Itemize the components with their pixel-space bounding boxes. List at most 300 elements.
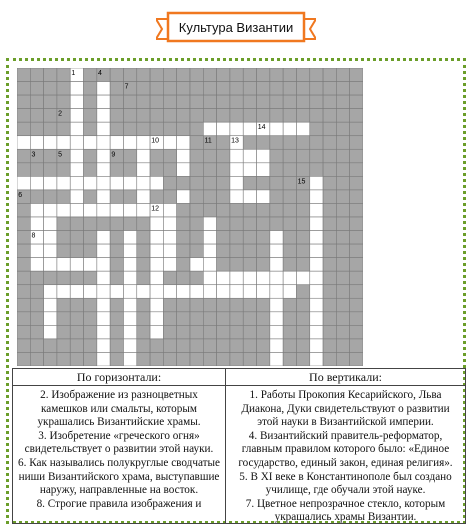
grid-cell-white[interactable] xyxy=(44,244,57,258)
grid-cell xyxy=(296,109,309,123)
grid-cell-white[interactable] xyxy=(97,258,110,272)
grid-cell-white[interactable] xyxy=(17,136,30,150)
grid-cell-white[interactable] xyxy=(70,190,83,204)
down-clue: 7. Цветное непрозрачное стекло, которым украшались храмы Византии. xyxy=(245,497,446,524)
grid-cell xyxy=(110,217,123,231)
grid-cell-white[interactable] xyxy=(70,82,83,96)
across-clue: 6. Как назывались полукруглые сводчатые ниши Византийского храма, выступавшие наружу, направленные на восток. xyxy=(18,456,220,497)
grid-cell-white[interactable] xyxy=(150,298,163,312)
grid-cell xyxy=(336,203,349,217)
grid-cell xyxy=(84,352,97,366)
grid-cell xyxy=(150,109,163,123)
grid-cell-white[interactable] xyxy=(97,203,110,217)
grid-cell xyxy=(57,244,70,258)
grid-cell xyxy=(217,68,230,82)
grid-cell-white[interactable] xyxy=(243,285,256,299)
grid-cell xyxy=(243,352,256,366)
grid-cell xyxy=(177,203,190,217)
grid-cell xyxy=(230,312,243,326)
grid-cell xyxy=(190,339,203,353)
grid-cell-white[interactable] xyxy=(203,217,216,231)
grid-cell-white[interactable] xyxy=(70,258,83,272)
grid-cell-white[interactable] xyxy=(97,149,110,163)
grid-cell-white[interactable] xyxy=(203,258,216,272)
grid-cell-white[interactable] xyxy=(123,271,136,285)
grid-cell xyxy=(230,217,243,231)
grid-cell-white[interactable] xyxy=(150,271,163,285)
grid-cell xyxy=(163,122,176,136)
grid-cell-white[interactable] xyxy=(150,176,163,190)
grid-cell-white[interactable] xyxy=(44,312,57,326)
grid-cell xyxy=(323,149,336,163)
grid-cell-white[interactable] xyxy=(177,136,190,150)
grid-cell-white[interactable] xyxy=(97,109,110,123)
grid-cell-white[interactable] xyxy=(97,312,110,326)
grid-cell-white[interactable] xyxy=(177,163,190,177)
grid-cell xyxy=(310,163,323,177)
grid-cell xyxy=(177,258,190,272)
grid-cell-white[interactable] xyxy=(310,231,323,245)
grid-cell-white[interactable] xyxy=(283,122,296,136)
crossword-grid[interactable] xyxy=(17,68,363,366)
grid-cell xyxy=(243,312,256,326)
grid-cell xyxy=(177,176,190,190)
grid-cell-white[interactable] xyxy=(70,109,83,123)
grid-cell-white[interactable] xyxy=(230,190,243,204)
grid-cell xyxy=(123,190,136,204)
grid-cell xyxy=(137,352,150,366)
grid-cell xyxy=(110,258,123,272)
grid-cell-white[interactable] xyxy=(97,163,110,177)
grid-cell xyxy=(190,298,203,312)
grid-cell-white[interactable] xyxy=(70,176,83,190)
grid-cell-white[interactable] xyxy=(84,136,97,150)
grid-cell-white[interactable] xyxy=(270,231,283,245)
grid-cell xyxy=(243,176,256,190)
grid-cell-white[interactable] xyxy=(310,352,323,366)
grid-cell-white[interactable] xyxy=(310,190,323,204)
grid-cell xyxy=(217,352,230,366)
grid-cell-white[interactable] xyxy=(177,285,190,299)
grid-cell-white[interactable] xyxy=(44,285,57,299)
grid-cell-white[interactable] xyxy=(57,203,70,217)
grid-cell xyxy=(177,312,190,326)
grid-cell xyxy=(243,82,256,96)
grid-cell xyxy=(323,312,336,326)
grid-cell-white[interactable] xyxy=(123,203,136,217)
grid-cell-white[interactable] xyxy=(84,176,97,190)
grid-cell-white[interactable] xyxy=(257,149,270,163)
grid-cell xyxy=(296,190,309,204)
grid-cell-white[interactable] xyxy=(123,352,136,366)
grid-cell-white[interactable] xyxy=(177,149,190,163)
grid-cell xyxy=(283,149,296,163)
grid-cell xyxy=(257,244,270,258)
grid-cell-white[interactable] xyxy=(44,203,57,217)
grid-cell xyxy=(323,285,336,299)
grid-cell-white[interactable] xyxy=(44,258,57,272)
grid-cell xyxy=(296,352,309,366)
grid-cell-white[interactable] xyxy=(70,122,83,136)
grid-cell xyxy=(137,325,150,339)
grid-cell xyxy=(283,190,296,204)
grid-cell xyxy=(30,68,43,82)
grid-cell-white[interactable] xyxy=(310,176,323,190)
grid-cell-white[interactable] xyxy=(190,258,203,272)
grid-cell-white[interactable] xyxy=(123,258,136,272)
grid-cell xyxy=(123,217,136,231)
grid-cell xyxy=(137,312,150,326)
grid-cell-white[interactable] xyxy=(270,258,283,272)
grid-cell-white[interactable] xyxy=(283,285,296,299)
grid-cell-white[interactable] xyxy=(84,258,97,272)
grid-cell xyxy=(350,95,363,109)
grid-cell xyxy=(323,95,336,109)
grid-cell-white[interactable] xyxy=(97,244,110,258)
grid-cell xyxy=(123,149,136,163)
grid-cell-white[interactable] xyxy=(243,149,256,163)
grid-cell-white[interactable] xyxy=(137,203,150,217)
grid-cell-white[interactable] xyxy=(243,271,256,285)
grid-cell-white[interactable] xyxy=(137,285,150,299)
grid-cell xyxy=(350,82,363,96)
grid-cell-white[interactable] xyxy=(97,176,110,190)
grid-cell xyxy=(163,149,176,163)
grid-cell-white[interactable] xyxy=(57,258,70,272)
grid-cell-white[interactable] xyxy=(97,136,110,150)
grid-cell xyxy=(57,339,70,353)
grid-cell-white[interactable] xyxy=(310,203,323,217)
grid-cell-white[interactable] xyxy=(44,298,57,312)
grid-cell-white[interactable] xyxy=(203,231,216,245)
grid-cell xyxy=(57,231,70,245)
grid-cell-white[interactable] xyxy=(150,285,163,299)
grid-cell xyxy=(230,95,243,109)
grid-cell-white[interactable] xyxy=(163,244,176,258)
clue-number: 1 xyxy=(71,70,76,77)
grid-cell xyxy=(296,312,309,326)
grid-cell xyxy=(70,231,83,245)
grid-cell-white[interactable] xyxy=(57,136,70,150)
grid-cell-white[interactable] xyxy=(283,271,296,285)
grid-cell-white[interactable] xyxy=(123,312,136,326)
crossword-grid-svg[interactable] xyxy=(17,68,363,366)
grid-cell-white[interactable] xyxy=(150,312,163,326)
grid-cell-white[interactable] xyxy=(230,149,243,163)
grid-cell-white[interactable] xyxy=(44,176,57,190)
grid-cell xyxy=(150,190,163,204)
grid-cell-white[interactable] xyxy=(203,285,216,299)
grid-cell xyxy=(177,95,190,109)
grid-cell-white[interactable] xyxy=(163,203,176,217)
grid-cell-white[interactable] xyxy=(30,136,43,150)
grid-cell xyxy=(217,95,230,109)
grid-cell-white[interactable] xyxy=(137,190,150,204)
grid-cell-white[interactable] xyxy=(243,190,256,204)
grid-cell-white[interactable] xyxy=(310,258,323,272)
grid-cell xyxy=(163,163,176,177)
across-clues-column xyxy=(12,368,226,524)
grid-cell-white[interactable] xyxy=(150,244,163,258)
grid-cell xyxy=(270,203,283,217)
grid-cell xyxy=(190,176,203,190)
grid-cell-white[interactable] xyxy=(97,231,110,245)
grid-cell xyxy=(17,312,30,326)
grid-cell-white[interactable] xyxy=(296,122,309,136)
grid-cell-white[interactable] xyxy=(97,325,110,339)
grid-cell-white[interactable] xyxy=(243,163,256,177)
grid-cell xyxy=(177,352,190,366)
grid-cell-white[interactable] xyxy=(163,136,176,150)
grid-cell-white[interactable] xyxy=(97,190,110,204)
grid-cell-white[interactable] xyxy=(150,325,163,339)
grid-cell-white[interactable] xyxy=(123,136,136,150)
grid-cell xyxy=(257,203,270,217)
grid-cell-white[interactable] xyxy=(70,203,83,217)
grid-cell-white[interactable] xyxy=(230,285,243,299)
grid-cell-white[interactable] xyxy=(70,136,83,150)
grid-cell xyxy=(70,352,83,366)
grid-cell xyxy=(270,149,283,163)
grid-cell-white[interactable] xyxy=(30,203,43,217)
grid-cell xyxy=(17,82,30,96)
grid-cell-white[interactable] xyxy=(123,339,136,353)
grid-cell-white[interactable] xyxy=(70,149,83,163)
grid-cell xyxy=(310,109,323,123)
grid-cell xyxy=(217,244,230,258)
grid-cell-white[interactable] xyxy=(270,298,283,312)
grid-cell xyxy=(44,68,57,82)
grid-cell xyxy=(177,68,190,82)
clue-number: 5 xyxy=(58,151,63,159)
grid-cell-white[interactable] xyxy=(257,163,270,177)
grid-cell-white[interactable] xyxy=(30,258,43,272)
grid-cell-white[interactable] xyxy=(310,325,323,339)
grid-cell xyxy=(336,149,349,163)
grid-cell xyxy=(296,68,309,82)
grid-cell-white[interactable] xyxy=(270,312,283,326)
grid-cell-white[interactable] xyxy=(163,217,176,231)
grid-cell-white[interactable] xyxy=(163,285,176,299)
grid-cell xyxy=(296,95,309,109)
grid-cell xyxy=(57,325,70,339)
grid-cell-white[interactable] xyxy=(84,203,97,217)
grid-cell xyxy=(270,68,283,82)
grid-cell xyxy=(110,82,123,96)
grid-cell-white[interactable] xyxy=(163,258,176,272)
grid-cell xyxy=(137,217,150,231)
grid-cell-white[interactable] xyxy=(123,176,136,190)
grid-cell-white[interactable] xyxy=(44,136,57,150)
grid-cell-white[interactable] xyxy=(217,285,230,299)
grid-cell-white[interactable] xyxy=(123,325,136,339)
grid-cell xyxy=(17,352,30,366)
grid-cell xyxy=(336,68,349,82)
grid-cell-white[interactable] xyxy=(97,339,110,353)
grid-cell-white[interactable] xyxy=(230,122,243,136)
grid-cell xyxy=(283,258,296,272)
grid-cell-white[interactable] xyxy=(70,285,83,299)
grid-cell xyxy=(350,68,363,82)
grid-cell-white[interactable] xyxy=(70,95,83,109)
grid-cell-white[interactable] xyxy=(123,231,136,245)
grid-cell xyxy=(257,109,270,123)
grid-cell xyxy=(323,298,336,312)
grid-cell-white[interactable] xyxy=(310,244,323,258)
grid-cell xyxy=(257,298,270,312)
grid-cell xyxy=(163,312,176,326)
grid-cell xyxy=(243,244,256,258)
grid-cell-white[interactable] xyxy=(270,352,283,366)
grid-cell xyxy=(30,109,43,123)
grid-cell xyxy=(230,325,243,339)
grid-cell xyxy=(137,231,150,245)
grid-cell-white[interactable] xyxy=(97,122,110,136)
grid-cell xyxy=(283,203,296,217)
grid-cell-white[interactable] xyxy=(163,231,176,245)
grid-cell xyxy=(270,217,283,231)
grid-cell-white[interactable] xyxy=(110,285,123,299)
grid-cell xyxy=(110,231,123,245)
grid-cell xyxy=(190,82,203,96)
grid-cell-white[interactable] xyxy=(137,136,150,150)
grid-cell-white[interactable] xyxy=(123,298,136,312)
grid-cell-white[interactable] xyxy=(203,122,216,136)
grid-cell-white[interactable] xyxy=(97,95,110,109)
grid-cell xyxy=(190,95,203,109)
grid-cell-white[interactable] xyxy=(84,285,97,299)
grid-cell-white[interactable] xyxy=(310,312,323,326)
grid-cell xyxy=(177,109,190,123)
grid-cell-white[interactable] xyxy=(310,339,323,353)
grid-cell-white[interactable] xyxy=(270,325,283,339)
grid-cell-white[interactable] xyxy=(44,231,57,245)
grid-cell xyxy=(296,149,309,163)
grid-cell xyxy=(217,203,230,217)
grid-cell xyxy=(283,82,296,96)
grid-cell-white[interactable] xyxy=(150,231,163,245)
grid-cell-white[interactable] xyxy=(150,258,163,272)
grid-cell-white[interactable] xyxy=(203,244,216,258)
grid-cell xyxy=(110,163,123,177)
grid-cell-white[interactable] xyxy=(243,122,256,136)
grid-cell xyxy=(310,82,323,96)
grid-cell xyxy=(336,136,349,150)
grid-cell-white[interactable] xyxy=(110,176,123,190)
grid-cell xyxy=(336,176,349,190)
grid-cell xyxy=(323,163,336,177)
grid-cell xyxy=(336,271,349,285)
grid-cell-white[interactable] xyxy=(190,285,203,299)
grid-cell-white[interactable] xyxy=(30,217,43,231)
grid-cell-white[interactable] xyxy=(310,271,323,285)
grid-cell-white[interactable] xyxy=(97,352,110,366)
grid-cell-white[interactable] xyxy=(44,325,57,339)
grid-cell-white[interactable] xyxy=(257,271,270,285)
grid-cell xyxy=(17,163,30,177)
down-clues-column xyxy=(226,368,466,524)
grid-cell xyxy=(190,312,203,326)
grid-cell xyxy=(243,203,256,217)
grid-cell-white[interactable] xyxy=(150,217,163,231)
grid-cell-white[interactable] xyxy=(270,244,283,258)
grid-cell-white[interactable] xyxy=(310,217,323,231)
grid-cell xyxy=(84,325,97,339)
grid-cell-white[interactable] xyxy=(203,271,216,285)
grid-cell-white[interactable] xyxy=(310,298,323,312)
grid-cell xyxy=(257,95,270,109)
grid-cell xyxy=(30,285,43,299)
grid-cell-white[interactable] xyxy=(97,82,110,96)
grid-cell-white[interactable] xyxy=(70,163,83,177)
grid-cell xyxy=(243,136,256,150)
grid-cell xyxy=(310,149,323,163)
grid-cell xyxy=(203,176,216,190)
grid-cell-white[interactable] xyxy=(217,271,230,285)
grid-cell-white[interactable] xyxy=(137,149,150,163)
grid-cell-white[interactable] xyxy=(30,244,43,258)
grid-cell xyxy=(350,136,363,150)
grid-cell xyxy=(177,271,190,285)
grid-cell-white[interactable] xyxy=(257,285,270,299)
grid-cell-white[interactable] xyxy=(230,163,243,177)
clue-number: 4 xyxy=(98,70,102,77)
grid-cell xyxy=(217,136,230,150)
grid-cell-white[interactable] xyxy=(44,217,57,231)
grid-cell-white[interactable] xyxy=(110,203,123,217)
grid-cell xyxy=(110,95,123,109)
grid-cell-white[interactable] xyxy=(230,271,243,285)
grid-cell-white[interactable] xyxy=(123,244,136,258)
grid-cell-white[interactable] xyxy=(97,271,110,285)
grid-cell xyxy=(296,82,309,96)
grid-cell xyxy=(177,298,190,312)
grid-cell-white[interactable] xyxy=(230,176,243,190)
grid-cell-white[interactable] xyxy=(310,285,323,299)
grid-cell xyxy=(17,95,30,109)
grid-cell-white[interactable] xyxy=(17,176,30,190)
grid-cell-white[interactable] xyxy=(57,176,70,190)
grid-cell xyxy=(350,298,363,312)
grid-cell-white[interactable] xyxy=(57,285,70,299)
grid-cell-white[interactable] xyxy=(137,163,150,177)
grid-cell-white[interactable] xyxy=(296,271,309,285)
grid-cell-white[interactable] xyxy=(110,136,123,150)
grid-cell-white[interactable] xyxy=(97,298,110,312)
grid-cell-white[interactable] xyxy=(217,122,230,136)
grid-cell-white[interactable] xyxy=(177,190,190,204)
grid-cell-white[interactable] xyxy=(137,176,150,190)
grid-cell-white[interactable] xyxy=(270,122,283,136)
grid-cell xyxy=(44,352,57,366)
grid-cell-white[interactable] xyxy=(257,190,270,204)
grid-cell xyxy=(296,339,309,353)
grid-cell xyxy=(97,217,110,231)
grid-cell xyxy=(17,231,30,245)
grid-cell xyxy=(17,109,30,123)
grid-cell xyxy=(150,82,163,96)
grid-cell xyxy=(70,312,83,326)
grid-cell-white[interactable] xyxy=(123,285,136,299)
grid-cell-white[interactable] xyxy=(270,339,283,353)
grid-cell xyxy=(230,298,243,312)
grid-cell xyxy=(110,190,123,204)
grid-cell-white[interactable] xyxy=(270,271,283,285)
grid-cell-white[interactable] xyxy=(30,176,43,190)
grid-cell-white[interactable] xyxy=(270,285,283,299)
grid-cell xyxy=(243,68,256,82)
grid-cell-white[interactable] xyxy=(97,285,110,299)
